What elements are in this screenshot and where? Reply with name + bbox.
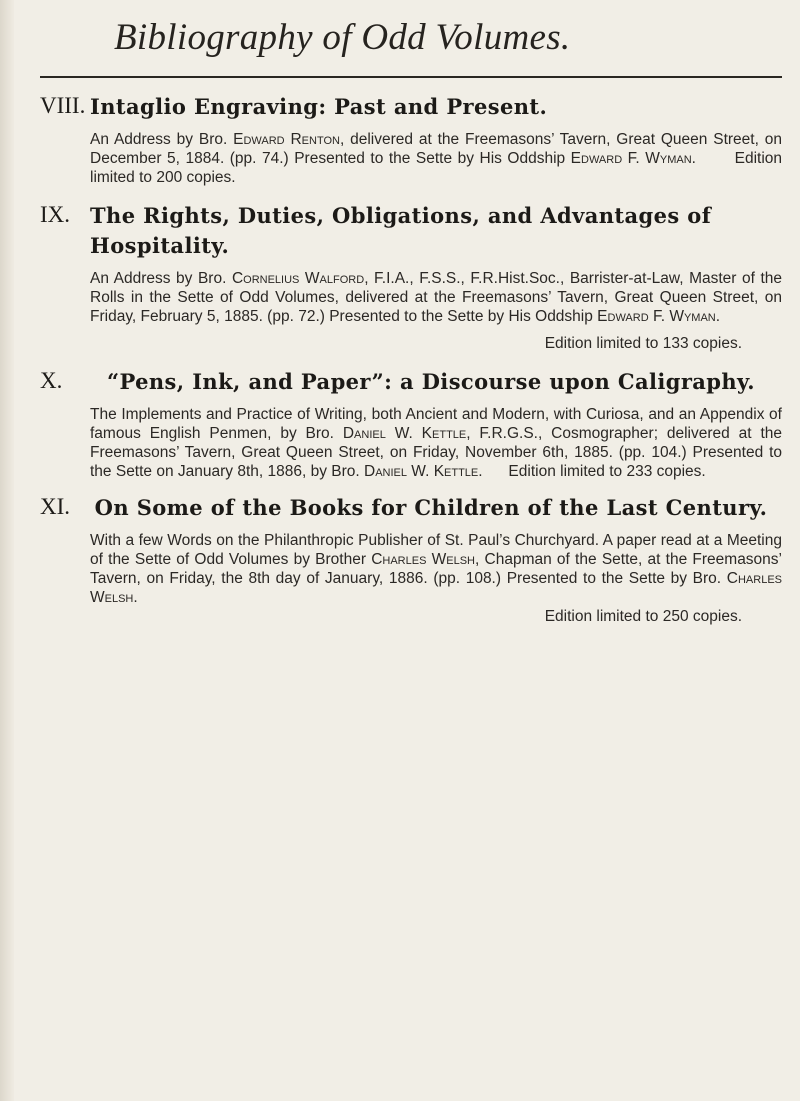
entry-number: X. [40,368,63,393]
entry-description: With a few Words on the Philanthropic Publisher of St. Paul’s Churchyard. A paper read at a Meeting of the Sette of Odd Volumes by Brother Charles Welsh, Chapman of the Sette, at the Freemasons’ Tavern, on Friday, the 8th day of January, 1886. (pp. 108.) Presented to the Sette by Bro. Charles Welsh. [90,532,782,606]
description-text: An Address by Bro. [90,131,234,148]
entry-description: The Implements and Practice of Writing, both Ancient and Modern, with Curiosa, and an Appendix of famous English Penmen, by Bro. Daniel W. Kettle, F.R.G.S., Cosmographer; delivered at the Freemasons’ Tavern, Great Queen Street, on Friday, November 6th, 1885. (pp. 104.) Presented to the Sette on January 8th, 1886, by Bro. Daniel W. Kettle. Edition limited to 233 copies. [90,406,782,480]
entry-title: On Some of the Books for Children of the Last Century. [94,495,768,520]
entry-number: IX. [40,202,71,227]
description-text: , F.I.A., F.S.S., F.R.Hist.Soc., Barrister-at-Law, Master of the Rolls in the Sette of Odd Volumes, delivered at the Freemasons’ Tavern, Great Queen Street, on Friday, February 5, 1885. (pp. 72.) Presented to the Sette by His Oddship [90,270,783,325]
author-name: Daniel W. Kettle [342,425,467,442]
header-rule [40,76,782,78]
edition-note: Edition limited to 200 copies. [90,150,783,186]
entry-x [40,367,782,481]
entry-viii [40,92,782,187]
entry-title: Intaglio Engraving: Past and Present. [90,94,548,119]
description-text: The Implements and Practice of Writing, both Ancient and Modern, with Curiosa, and an Appendix of famous English Penmen, by Bro. [90,406,782,442]
presenter-name: Charles Welsh [90,570,782,606]
entry-number: VIII. [40,93,86,118]
entry-xi [40,493,782,626]
entry-description: An Address by Bro. Cornelius Walford, F.I.A., F.S.S., F.R.Hist.Soc., Barrister-at-Law, Master of the Rolls in the Sette of Odd Volumes, delivered at the Freemasons’ Tavern, Great Queen Street, on Friday, February 5, 1885. (pp. 72.) Presented to the Sette by His Oddship Edward F. Wyman. [90,270,783,325]
presenter-name: Daniel W. Kettle [364,463,479,480]
description-text: , F.R.G.S., Cosmographer; delivered at the Freemasons’ Tavern, Great Queen Street, on Friday, November 6th, 1885. (pp. 104.) Presented to the Sette on January 8th, 1886, by Bro. [90,425,782,480]
edition-note: Edition limited to 133 copies. [544,335,742,352]
edition-note: Edition limited to 250 copies. [544,608,742,625]
edition-note: Edition limited to 233 copies. [508,463,706,480]
author-name: Cornelius Walford [231,270,365,287]
author-name: Edward Renton [233,131,340,148]
entry-list [40,92,782,638]
entry-ix [40,201,782,353]
running-head: Bibliography of Odd Volumes. [114,17,571,58]
page-edge [0,0,14,1101]
description-text: An Address by Bro. [90,270,232,287]
author-name: Charles Welsh [371,551,475,568]
entry-title: “Pens, Ink, and Paper”: a Discourse upon Caligraphy. [107,369,755,394]
description-text: , delivered at the Freemasons’ Tavern, Great Queen Street, on December 5, 1884. (pp. 74.) Presented to the Sette by His Oddship [90,131,782,167]
presenter-name: Edward F. Wyman [570,150,692,167]
description-text: With a few Words on the Philanthropic Publisher of St. Paul’s Churchyard. A paper read at a Meeting of the Sette of Odd Volumes by Brother [90,532,782,568]
description-text: , Chapman of the Sette, at the Freemasons’ Tavern, on Friday, the 8th day of January, 1886. (pp. 108.) Presented to the Sette by Bro. [90,551,782,587]
entry-description: An Address by Bro. Edward Renton, delivered at the Freemasons’ Tavern, Great Queen Street, on December 5, 1884. (pp. 74.) Presented to the Sette by His Oddship Edward F. Wyman. Edition limited to 200 copies. [90,131,783,186]
entry-title: The Rights, Duties, Obligations, and Advantages of Hospitality. [90,203,712,258]
entry-number: XI. [40,494,71,519]
presenter-name: Edward F. Wyman [597,308,716,325]
